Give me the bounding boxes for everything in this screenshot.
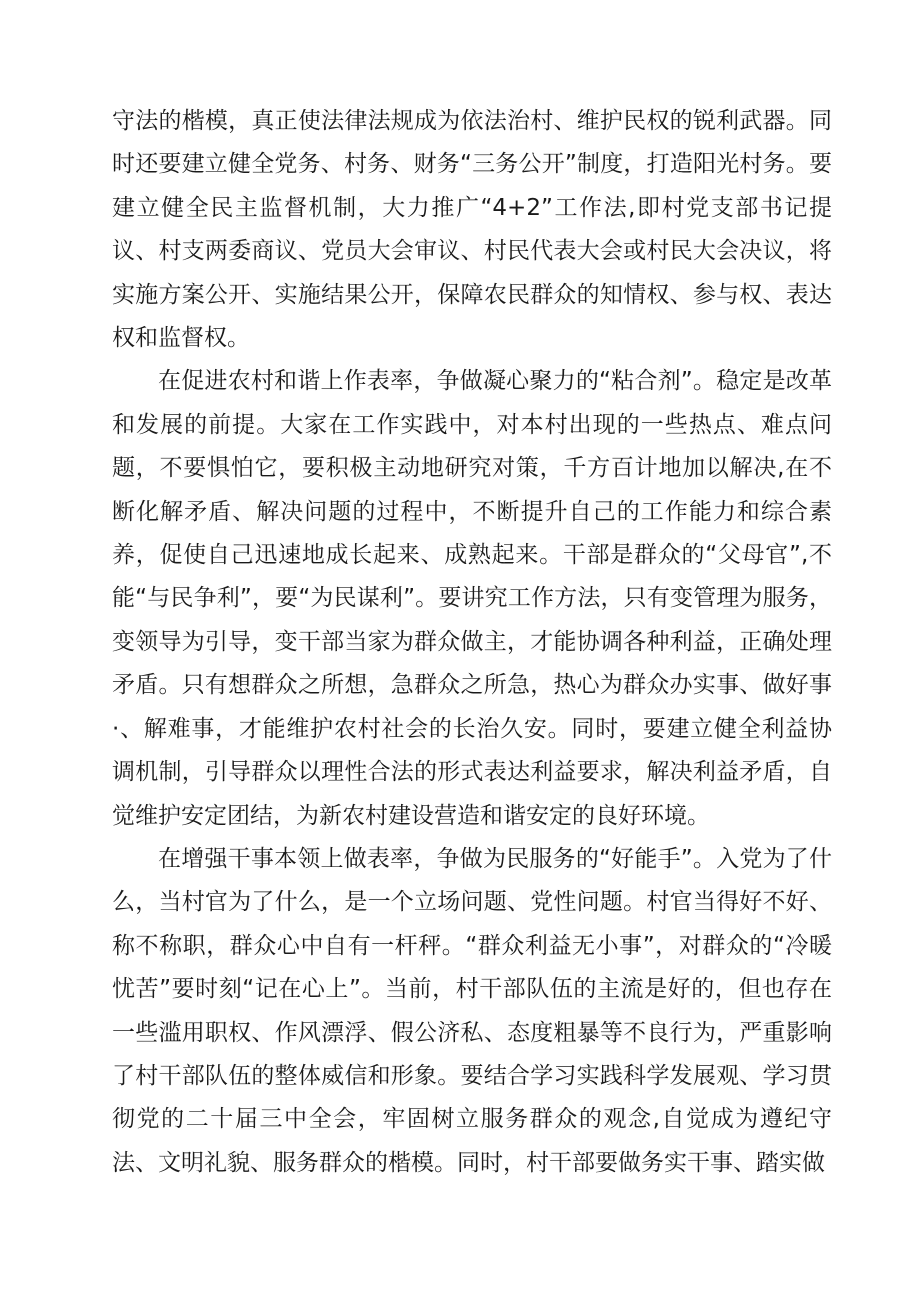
paragraph-work-ability: 在增强干事本领上做表率，争做为民服务的“好能手”。入党为了什么，当村官为了什么，是一个立场问题、党性问题。村官当得好不好、称不称职，群众心中自有一杆秤。“群众利益无小事”，对群众的“冷暖忧苦”要时刻“记在心上”。当前，村干部队伍的主流是好的，但也存在一些滥用职权、作风漂浮、假公济私、态度粗暴等不良行为，严重影响了村干部队伍的整体威信和形象。要结合学习实践科学发展观、学习贯彻党的二十届三中全会，牢固树立服务群众的观念,自觉成为遵纪守法、文明礼貌、服务群众的楷模。同时，村干部要做务实干事、踏实做	[112, 845, 832, 1176]
paragraph-rural-harmony: 在促进农村和谐上作表率，争做凝心聚力的“粘合剂”。稳定是改革和发展的前提。大家在工作实践中，对本村出现的一些热点、难点问题，不要惧怕它，要积极主动地研究对策，千方百计地加以解决,在不断化解矛盾、解决问题的过程中，不断提升自己的工作能力和综合素养，促使自己迅速地成长起来、成熟起来。干部是群众的“父母官”,不能“与民争利”，要“为民谋利”。要讲究工作方法，只有变管理为服务，变领导为引导，变干部当家为群众做主，才能协调各种利益，正确处理矛盾。只有想群众之所想，急群众之所急，热心为群众办实事、做好事·、解难事，才能维护农村社会的长治久安。同时，要建立健全利益协调机制，引导群众以理性合法的形式表达利益要求，解决利益矛盾，自觉维护安定团结，为新农村建设营造和谐安定的良好环境。	[112, 368, 832, 829]
paragraph-continuation: 守法的楷模，真正使法律法规成为依法治村、维护民权的锐利武器。同时还要建立健全党务、村务、财务“三务公开”制度，打造阳光村务。要建立健全民主监督机制，大力推广“4+2”工作法,即村党支部书记提议、村支两委商议、党员大会审议、村民代表大会或村民大会决议，将实施方案公开、实施结果公开，保障农民群众的知情权、参与权、表达权和监督权。	[112, 108, 832, 352]
document-body	[112, 100, 832, 1185]
